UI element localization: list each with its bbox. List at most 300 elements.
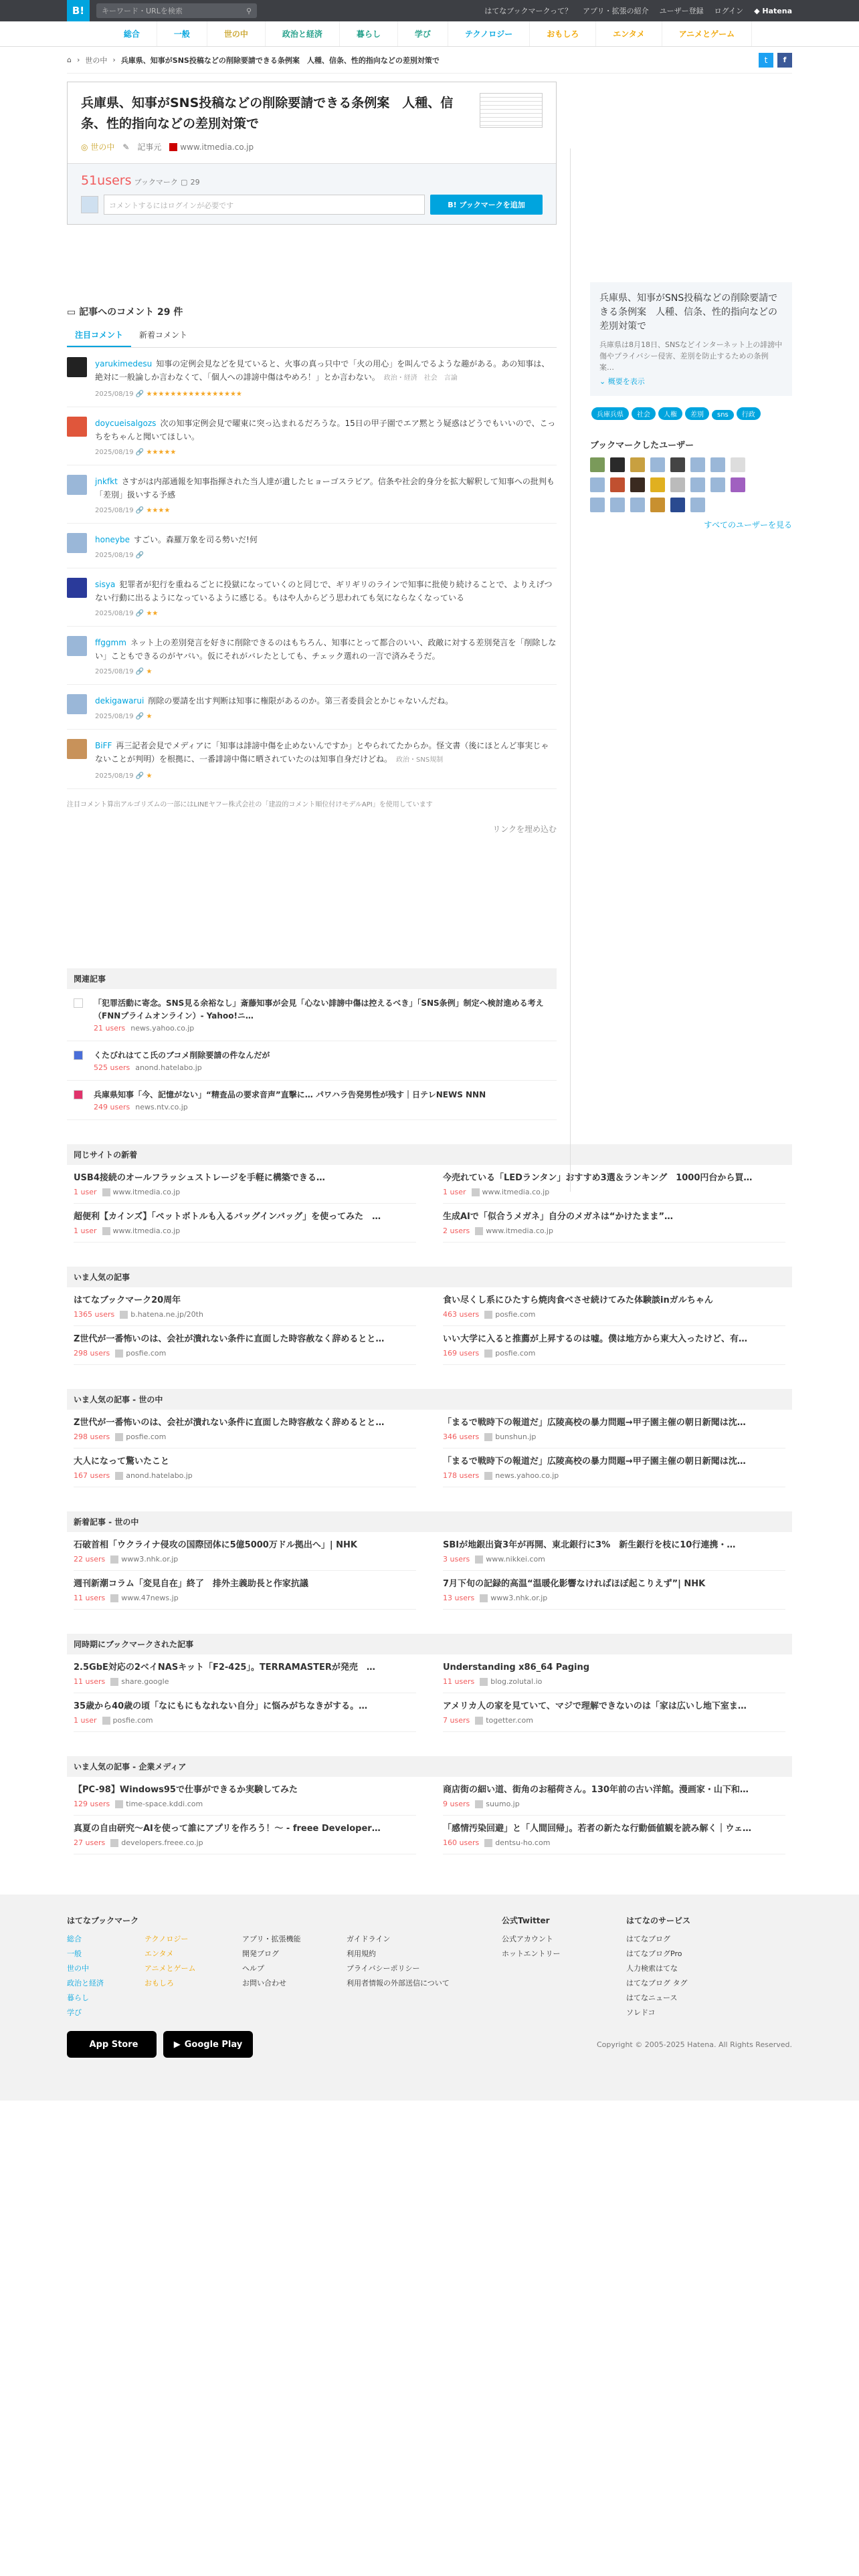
user-avatar-icon[interactable] [690, 477, 705, 492]
article-meta [443, 1555, 785, 1564]
article-title[interactable]: SBIが地銀出資3年が再開、東北銀行に3% 新生銀行を枝に10行連携・… [443, 1540, 736, 1550]
comment-date[interactable]: 2025/08/19 [95, 507, 134, 514]
related-users[interactable]: 21 users [94, 1024, 126, 1033]
user-avatar-icon[interactable] [630, 498, 645, 512]
article-meta [74, 1226, 416, 1235]
comment-icon: ▭ [67, 307, 76, 318]
article-site: www.itmedia.co.jp [482, 1188, 550, 1196]
article-title[interactable]: 「まるで戦時下の報道だ」広陵高校の暴力問題→甲子園主催の朝日新聞は沈… [443, 1457, 746, 1467]
article-item[interactable] [74, 1777, 416, 1816]
user-avatar-icon[interactable] [67, 475, 87, 495]
article-meta [74, 1838, 416, 1847]
article-users[interactable]: 160 users [443, 1838, 480, 1847]
article-item[interactable] [74, 1204, 416, 1243]
site-favicon-icon [110, 1594, 118, 1602]
footer-link[interactable]: 総合 [67, 1935, 82, 1943]
comment-body [95, 357, 557, 401]
article-users[interactable]: 11 users [74, 1677, 106, 1686]
comment-text: 削除の要請を出す判断は知事に権限があるのか。第三者委員会とかじゃないんだね。 [148, 696, 454, 706]
article-users[interactable]: 169 users [443, 1349, 480, 1358]
article-item[interactable] [443, 1571, 785, 1610]
article-users[interactable]: 1 user [443, 1188, 466, 1196]
hatena-bookmark-logo[interactable]: B! [67, 0, 90, 21]
bookmark-users-title: ブックマークしたユーザー [590, 441, 694, 451]
user-avatar-icon[interactable] [650, 498, 665, 512]
comment-text: 知事の定例会見などを見ていると、火事の真っ只中で「火の用心」を叫んでるような趣がある。あの知事は、絶対に一般論しか言わなくて、「個人への誹謗中傷はやめろ！」とか言わない。 [95, 359, 550, 382]
related-title[interactable]: 「犯罪活動に寄念。SNS見る余裕なし」斎藤知事が会見「心ない誹謗中傷は控えるべき」「SNS条例」制定へ検討進める考え（FNNプライムオンライン）- Yahoo!ニ… [94, 998, 544, 1021]
category-tab[interactable]: 一般 [157, 21, 207, 46]
comment-footer [95, 504, 557, 518]
user-avatar-icon[interactable] [650, 477, 665, 492]
article-title[interactable]: 超便利【カインズ】「ペットボトルも入るバッグインバッグ」を使ってみた … [74, 1212, 381, 1222]
comments-title: ▭ 記事へのコメント 29 件 [67, 307, 183, 318]
user-avatar-icon[interactable] [670, 498, 685, 512]
footer-link[interactable]: はてなブログPro [626, 1949, 682, 1958]
article-item[interactable] [74, 1816, 416, 1854]
login-link[interactable]: ログイン [714, 7, 744, 15]
article-users[interactable]: 167 users [74, 1471, 110, 1480]
article-title[interactable]: 真夏の自由研究〜AIを使って誰にアプリを作ろう！〜 - freee Developer… [74, 1824, 381, 1834]
article-users[interactable]: 129 users [74, 1800, 110, 1808]
site-favicon-icon [110, 1839, 118, 1847]
comment-username[interactable]: doycueisalgozs [95, 419, 157, 428]
user-avatar-icon[interactable] [731, 477, 745, 492]
article-users[interactable]: 1 user [74, 1716, 97, 1725]
user-avatar-icon[interactable] [670, 457, 685, 472]
article-item[interactable] [443, 1287, 785, 1326]
footer-link[interactable]: 人力検索はてな [626, 1964, 678, 1973]
article-item[interactable] [443, 1693, 785, 1732]
article-item[interactable] [74, 1448, 416, 1487]
user-avatar-icon[interactable] [731, 457, 745, 472]
article-title[interactable]: 2.5GbE対応の2ベイNASキット「F2-425」。TERRAMASTERが発売 … [74, 1662, 375, 1673]
user-avatar-icon[interactable] [67, 357, 87, 377]
article-site: share.google [121, 1677, 169, 1686]
category-tab[interactable]: おもしろ [530, 21, 596, 46]
site-favicon-icon [120, 1311, 128, 1319]
article-title[interactable]: Understanding x86_64 Paging [443, 1662, 590, 1673]
entry-box [67, 82, 557, 225]
comment-text: すごい。森羅万象を司る勢いだ!何 [134, 535, 258, 544]
star-rating[interactable]: ★ [146, 713, 153, 720]
article-meta [443, 1432, 785, 1441]
user-avatar-icon[interactable] [67, 694, 87, 714]
star-rating[interactable]: ★ [146, 772, 153, 780]
side-entry-title: 兵庫県、知事がSNS投稿などの削除要請できる条例案 人種、信条、性的指向などの差別対策で [599, 293, 778, 332]
user-avatar-icon[interactable] [67, 636, 87, 656]
related-item[interactable] [67, 1041, 557, 1081]
footer-link[interactable]: 世の中 [67, 1964, 89, 1973]
article-users[interactable]: 1 user [74, 1188, 97, 1196]
comment-body [95, 417, 557, 459]
article-site: time-space.kddi.com [126, 1800, 203, 1808]
related-item[interactable] [67, 989, 557, 1041]
article-item[interactable] [74, 1654, 416, 1693]
tag-chip[interactable]: 兵庫兵県 [591, 407, 629, 420]
comment-tags[interactable]: 政治・SNS規制 [396, 756, 444, 764]
footer-link[interactable]: お問い合わせ [242, 1979, 286, 1988]
user-avatar-icon[interactable] [710, 457, 725, 472]
article-users[interactable]: 2 users [443, 1226, 470, 1235]
article-site: www.itmedia.co.jp [112, 1188, 181, 1196]
article-title[interactable]: 食い尽くし系にひたすら焼肉食べさせ続けてみた体験談inガルちゃん [443, 1295, 713, 1305]
article-users[interactable]: 7 users [443, 1716, 470, 1725]
article-users[interactable]: 346 users [443, 1432, 480, 1441]
article-title[interactable]: 35歳から40歳の頃「なにもにもなれない自分」に悩みがちなきがする。… [74, 1701, 368, 1711]
article-site: www.nikkei.com [486, 1555, 545, 1564]
source-link[interactable]: www.itmedia.co.jp [169, 142, 254, 152]
user-avatar-icon[interactable] [690, 457, 705, 472]
permalink-icon[interactable]: 🔗 [133, 772, 147, 780]
tag-chip[interactable]: sns [712, 410, 734, 420]
bookmark-users-grid [590, 457, 764, 512]
footer-link[interactable]: 学び [67, 2008, 82, 2017]
user-avatar-icon[interactable] [590, 498, 605, 512]
comment-date[interactable]: 2025/08/19 [95, 772, 134, 780]
footer-link[interactable]: ガイドライン [347, 1935, 391, 1943]
comment-date[interactable]: 2025/08/19 [95, 668, 134, 675]
article-meta [74, 1188, 416, 1196]
about-link[interactable]: はてなブックマークって？ [484, 7, 573, 15]
tag-chip[interactable]: 行政 [737, 407, 761, 420]
article-site: togetter.com [486, 1716, 533, 1725]
article-title[interactable]: USB4接続のオールフラッシュストレージを手軽に構築できる… [74, 1173, 325, 1183]
show-summary-link[interactable]: ⌄ 概要を表示 [599, 377, 645, 386]
article-title[interactable]: 「まるで戦時下の報道だ」広陵高校の暴力問題→甲子園主催の朝日新聞は沈… [443, 1418, 746, 1428]
comment-date[interactable]: 2025/08/19 [95, 610, 134, 617]
footer-link[interactable]: 利用規約 [347, 1949, 376, 1958]
article-title[interactable]: 週刊新潮コラム「変見自在」終了 排外主義助長と作家抗議 [74, 1579, 308, 1589]
article-block [67, 1144, 792, 1243]
entry-thumbnail[interactable] [480, 93, 543, 128]
article-site: anond.hatelabo.jp [126, 1471, 193, 1480]
related-meta [94, 1063, 270, 1072]
related-title[interactable]: 兵庫県知事「今、記憶がない」“精査品の要求音声”直撃に… パワハラ告発男性が残す｜日テレNEWS NNN [94, 1090, 486, 1099]
article-title[interactable]: 石破首相「ウクライナ侵攻の国際団体に5億5000万ドル拠出へ」| NHK [74, 1540, 357, 1550]
article-title[interactable]: いい大学に入ると推薦が上昇するのは嘘。僕は地方から東大入ったけど、有… [443, 1334, 748, 1344]
comment-input[interactable]: コメントするにはログインが必要です [104, 195, 425, 215]
footer-link[interactable]: はてなブログ [626, 1935, 670, 1943]
footer-link[interactable]: エンタメ [145, 1949, 174, 1958]
side-entry-desc: 兵庫県は8月18日、SNSなどインターネット上の誹謗中傷やプライバシー侵害、差別を防止するための条例案… [599, 340, 783, 372]
footer-link[interactable]: はてなブログ タグ [626, 1979, 688, 1988]
comment-username[interactable]: honeybe [95, 535, 130, 544]
star-rating[interactable]: ★★★★★ [146, 449, 177, 456]
site-favicon-icon [472, 1188, 480, 1196]
google-play-badge[interactable]: ▶ Google Play [163, 2031, 253, 2058]
article-item[interactable] [74, 1165, 416, 1204]
article-title[interactable]: 大人になって驚いたこと [74, 1457, 170, 1467]
category-tab[interactable]: 暮らし [340, 21, 398, 46]
article-item[interactable] [443, 1204, 785, 1243]
user-avatar-icon[interactable] [590, 457, 605, 472]
twitter-share-icon[interactable]: t [759, 53, 773, 68]
footer-link[interactable]: 暮らし [67, 1994, 89, 2002]
comment-username[interactable]: BiFF [95, 741, 112, 750]
article-item[interactable] [443, 1165, 785, 1204]
chevron-down-icon: ⌄ [599, 377, 606, 386]
tag-chip[interactable]: 人権 [658, 407, 682, 420]
user-avatar-icon[interactable] [67, 578, 87, 598]
related-meta [94, 1024, 550, 1033]
related-articles [67, 968, 557, 1120]
article-grid [67, 1410, 792, 1487]
article-item[interactable] [443, 1326, 785, 1365]
block-title: 同じサイトの新着 [67, 1144, 792, 1165]
copyright: Copyright © 2005-2025 Hatena. All Rights Reserved. [596, 2040, 792, 2049]
footer-link[interactable]: ヘルプ [242, 1964, 264, 1973]
article-users[interactable]: 1 user [74, 1226, 97, 1235]
article-title[interactable]: 今売れている「LEDランタン」おすすめ3選＆ランキング 1000円台から買… [443, 1173, 753, 1183]
article-item[interactable] [443, 1816, 785, 1854]
article-title[interactable]: アメリカ人の家を見ていて、マジで理解できないのは「家は広いし地下室ま… [443, 1701, 747, 1711]
related-site: news.ntv.co.jp [135, 1103, 188, 1111]
star-rating[interactable]: ★ [146, 668, 153, 675]
footer-link[interactable]: プライバシーポリシー [347, 1964, 420, 1973]
comment-item [67, 730, 557, 789]
article-item[interactable] [74, 1410, 416, 1448]
footer-link[interactable]: アプリ・拡張機能 [242, 1935, 301, 1943]
article-title[interactable]: Z世代が一番怖いのは、会社が潰れない条件に直面した時容赦なく辞めるとと… [74, 1418, 385, 1428]
article-item[interactable] [443, 1410, 785, 1448]
permalink-icon[interactable]: 🔗 [133, 713, 147, 720]
user-avatar-icon[interactable] [610, 457, 625, 472]
add-bookmark-button[interactable]: B! ブックマークを追加 [430, 195, 543, 215]
article-meta [74, 1349, 416, 1358]
article-title[interactable]: はてなブックマーク20周年 [74, 1295, 181, 1305]
user-avatar-icon[interactable] [650, 457, 665, 472]
article-users[interactable]: 463 users [443, 1310, 480, 1319]
footer-link[interactable]: テクノロジー [145, 1935, 189, 1943]
article-site: developers.freee.co.jp [121, 1838, 203, 1847]
article-users[interactable]: 11 users [74, 1594, 106, 1602]
article-item[interactable] [74, 1693, 416, 1732]
article-users[interactable]: 11 users [443, 1677, 475, 1686]
tab-recent[interactable]: 新着コメント [139, 330, 188, 340]
all-users-link[interactable]: すべてのユーザーを見る [704, 520, 792, 530]
star-rating[interactable]: ★★ [146, 610, 159, 617]
tab-popular[interactable]: 注目コメント [67, 324, 131, 347]
comment-date[interactable]: 2025/08/19 [95, 391, 134, 398]
source-label: 記事元 [137, 142, 162, 152]
footer-link[interactable]: 公式アカウント [502, 1935, 553, 1943]
article-meta [443, 1594, 785, 1602]
comment-item [67, 627, 557, 685]
article-grid [67, 1532, 792, 1610]
footer-twitter-title: 公式Twitter [502, 1916, 550, 1925]
article-site: suumo.jp [486, 1800, 520, 1808]
comment-date[interactable]: 2025/08/19 [95, 552, 134, 559]
article-users[interactable]: 9 users [443, 1800, 470, 1808]
article-item[interactable] [443, 1448, 785, 1487]
article-item[interactable] [443, 1532, 785, 1571]
tag-list [590, 405, 792, 422]
site-favicon-icon [475, 1227, 483, 1235]
article-title[interactable]: 商店街の細い道、街角のお稲荷さん。130年前の古い洋館。漫画家・山下和… [443, 1785, 749, 1795]
facebook-share-icon[interactable]: f [777, 53, 792, 68]
article-title[interactable]: 7月下旬の記録的高温“温暖化影響なければほぼ起こりえず”| NHK [443, 1579, 706, 1589]
category-tab[interactable]: アニメとゲーム [662, 21, 752, 46]
site-favicon-icon [102, 1227, 110, 1235]
comment-footer [95, 665, 557, 679]
user-avatar-icon[interactable] [690, 498, 705, 512]
article-title[interactable]: 生成AIで「似合うメガネ」自分のメガネは“かけたまま”… [443, 1212, 673, 1222]
users-count[interactable]: 51users [81, 173, 132, 188]
article-users[interactable]: 3 users [443, 1555, 470, 1564]
article-meta [74, 1800, 416, 1808]
article-site: b.hatena.ne.jp/20th [130, 1310, 203, 1319]
category-tab[interactable]: 政治と経済 [266, 21, 340, 46]
article-title[interactable]: 「感情汚染回避」と「人間回帰」。若者の新たな行動価値観を読み解く｜ウェ… [443, 1824, 751, 1834]
related-site-icon [74, 1090, 83, 1099]
article-block [67, 1389, 792, 1487]
article-site: posfie.com [126, 1432, 167, 1441]
article-meta [443, 1838, 785, 1847]
article-users[interactable]: 13 users [443, 1594, 475, 1602]
comment-body [95, 694, 557, 724]
embed-link[interactable]: リンクを埋め込む [492, 825, 557, 834]
article-title[interactable]: 【PC-98】Windows95で仕事ができるか実験してみた [74, 1785, 298, 1795]
search-input[interactable] [96, 3, 257, 18]
footer-link[interactable]: はてなニュース [626, 1994, 678, 2002]
article-meta [443, 1800, 785, 1808]
comment-text: 犯罪者が犯行を重ねるごとに投獄になっていくのと同じで、ギリギリのラインで知事に批使り続けることで、よりえげつない行動に出るようになっているように感じる。もはや人からどう思われても気にならなくなっている [95, 580, 553, 603]
user-avatar-icon[interactable] [670, 477, 685, 492]
site-favicon-icon [484, 1839, 492, 1847]
app-store-badge[interactable]: App Store [67, 2031, 157, 2058]
tag-chip[interactable]: 差別 [685, 407, 709, 420]
user-avatar-icon[interactable] [710, 477, 725, 492]
article-item[interactable] [443, 1777, 785, 1816]
permalink-icon[interactable]: 🔗 [133, 507, 147, 514]
article-grid [67, 1777, 792, 1854]
site-favicon-icon [475, 1717, 483, 1725]
article-item[interactable] [74, 1287, 416, 1326]
site-favicon-icon [110, 1678, 118, 1686]
footer-link[interactable]: アニメとゲーム [145, 1964, 196, 1973]
user-avatar-icon[interactable] [610, 498, 625, 512]
article-item[interactable] [74, 1326, 416, 1365]
comment-tags[interactable]: 政治・経済 社会 言論 [383, 374, 458, 382]
article-item[interactable] [74, 1571, 416, 1610]
comment-item [67, 568, 557, 627]
related-item[interactable] [67, 1081, 557, 1120]
user-avatar-icon[interactable] [630, 477, 645, 492]
star-rating[interactable]: ★★★★ [146, 507, 171, 514]
permalink-icon[interactable]: 🔗 [133, 668, 147, 675]
article-users[interactable]: 27 users [74, 1838, 106, 1847]
site-favicon-icon [484, 1311, 492, 1319]
breadcrumb-title: 兵庫県、知事がSNS投稿などの削除要請できる条例案 人種、信条、性的指向などの差別対策で [120, 56, 440, 65]
comment-footer [95, 607, 557, 621]
footer-link[interactable]: 政治と経済 [67, 1979, 104, 1988]
article-item[interactable] [443, 1654, 785, 1693]
site-favicon-icon [115, 1472, 123, 1480]
permalink-icon[interactable]: 🔗 [133, 610, 147, 617]
user-avatar-icon[interactable] [67, 417, 87, 437]
star-rating[interactable]: ★★★★★★★★★★★★★★★★ [146, 391, 242, 398]
related-users[interactable]: 249 users [94, 1103, 130, 1111]
user-avatar-icon[interactable] [610, 477, 625, 492]
apps-link[interactable]: アプリ・拡張の紹介 [583, 7, 649, 15]
comment-date[interactable]: 2025/08/19 [95, 713, 134, 720]
block-title: いま人気の記事 [67, 1267, 792, 1287]
tag-chip[interactable]: 社会 [632, 407, 656, 420]
article-meta [443, 1349, 785, 1358]
related-users[interactable]: 525 users [94, 1063, 130, 1072]
user-avatar-icon[interactable] [630, 457, 645, 472]
home-icon[interactable]: ⌂ [67, 56, 72, 64]
permalink-icon[interactable]: 🔗 [133, 552, 145, 559]
entry-category[interactable]: ◎ 世の中 [81, 142, 115, 152]
column-divider [570, 148, 571, 1192]
article-site: www.itmedia.co.jp [486, 1226, 553, 1235]
breadcrumb-category[interactable]: 世の中 [85, 56, 108, 65]
user-avatar-icon[interactable] [67, 739, 87, 759]
category-icon: ◎ [81, 142, 88, 152]
footer-link[interactable]: おもしろ [145, 1979, 174, 1988]
article-users[interactable]: 298 users [74, 1432, 110, 1441]
breadcrumb: ⌂ › 世の中 › 兵庫県、知事がSNS投稿などの削除要請できる条例案 人種、信条、性的指向などの差別対策で t f [67, 47, 792, 74]
footer-link[interactable]: ホットエントリー [502, 1949, 561, 1958]
comment-item [67, 465, 557, 524]
user-avatar-icon[interactable] [67, 533, 87, 553]
article-meta [74, 1716, 416, 1725]
category-tab[interactable]: テクノロジー [448, 21, 530, 46]
footer-link[interactable]: 開発ブログ [242, 1949, 279, 1958]
comment-username[interactable]: ffggmm [95, 638, 126, 647]
comment-username[interactable]: sisya [95, 580, 116, 589]
hatena-brand[interactable]: ◆ Hatena [754, 6, 792, 15]
permalink-icon[interactable]: 🔗 [133, 449, 147, 456]
article-users[interactable]: 1365 users [74, 1310, 115, 1319]
comment-username[interactable]: jnkfkt [95, 477, 118, 486]
comment-username[interactable]: dekigawarui [95, 696, 145, 706]
block-title: 新着記事 - 世の中 [67, 1511, 792, 1532]
site-favicon-icon [115, 1433, 123, 1441]
article-users[interactable]: 298 users [74, 1349, 110, 1358]
footer-link[interactable]: ソレドコ [626, 2008, 656, 2017]
user-avatar-icon[interactable] [590, 477, 605, 492]
category-tab[interactable]: 世の中 [207, 21, 266, 46]
article-site: news.yahoo.co.jp [495, 1471, 559, 1480]
footer-link[interactable]: 利用者情報の外部送信について [347, 1979, 450, 1988]
site-favicon-icon [110, 1555, 118, 1564]
article-title[interactable]: Z世代が一番怖いのは、会社が潰れない条件に直面した時容赦なく辞めるとと… [74, 1334, 385, 1344]
comment-username[interactable]: yarukimedesu [95, 359, 153, 368]
category-tab[interactable]: 学び [398, 21, 448, 46]
category-nav [0, 21, 859, 47]
permalink-icon[interactable]: 🔗 [133, 391, 147, 398]
block-title: 同時期にブックマークされた記事 [67, 1634, 792, 1654]
search-icon[interactable]: ⚲ [246, 6, 252, 15]
site-favicon-icon [102, 1717, 110, 1725]
edit-icon[interactable]: ✎ [122, 142, 130, 152]
register-link[interactable]: ユーザー登録 [659, 7, 704, 15]
category-tab[interactable]: 総合 [107, 21, 157, 46]
user-avatar [81, 196, 98, 213]
related-title[interactable]: くたびれはてこ氏のブコメ削除要請の件なんだが [94, 1051, 270, 1060]
article-item[interactable] [74, 1532, 416, 1571]
entry-title[interactable]: 兵庫県、知事がSNS投稿などの削除要請できる条例案 人種、信条、性的指向などの差別対策で [81, 96, 454, 131]
article-users[interactable]: 22 users [74, 1555, 106, 1564]
comment-date[interactable]: 2025/08/19 [95, 449, 134, 456]
related-site: news.yahoo.co.jp [130, 1024, 195, 1033]
category-tab[interactable]: エンタメ [596, 21, 662, 46]
footer-link[interactable]: 一般 [67, 1949, 82, 1958]
article-users[interactable]: 178 users [443, 1471, 480, 1480]
article-site: posfie.com [495, 1310, 536, 1319]
